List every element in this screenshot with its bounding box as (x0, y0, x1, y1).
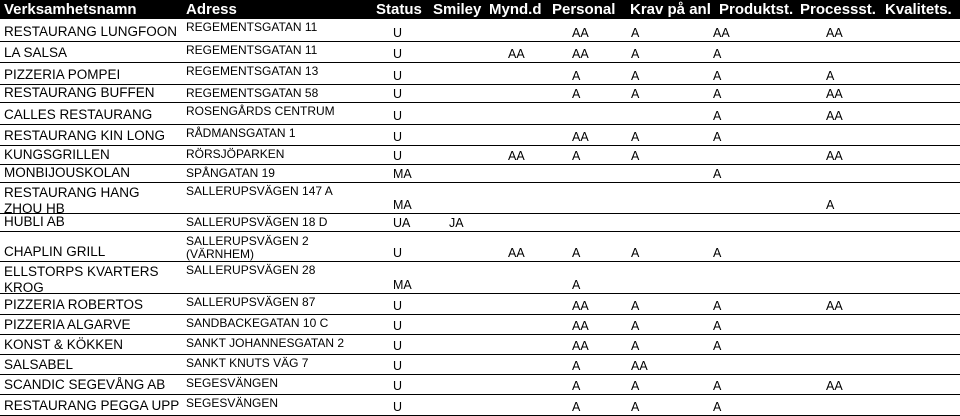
cell-address: SANKT KNUTS VÄG 7 (186, 356, 309, 370)
cell-mynd: AA (508, 47, 525, 61)
table-row (0, 335, 960, 355)
header-address: Adress (186, 1, 237, 18)
header-personal: Personal (552, 1, 616, 18)
cell-status: U (393, 339, 403, 353)
cell-name: HUBLI AB (4, 214, 65, 229)
header-process: Processst. (800, 1, 876, 18)
cell-status: U (393, 299, 403, 313)
cell-address: SALLERUPSVÄGEN 87 (186, 295, 316, 309)
cell-status: U (393, 149, 403, 163)
cell-produkt: A (713, 299, 722, 313)
cell-personal: AA (572, 299, 589, 313)
table-row (0, 214, 960, 232)
cell-produkt: A (713, 319, 722, 333)
cell-produkt: A (713, 246, 722, 260)
cell-address: REGEMENTSGATAN 13 (186, 64, 319, 78)
cell-produkt: A (713, 167, 722, 181)
table-header (0, 0, 960, 19)
table-row (0, 315, 960, 335)
cell-name: KUNGSGRILLEN (4, 147, 110, 162)
cell-kvalitet: AA (826, 87, 843, 101)
cell-name: PIZZERIA POMPEI (4, 67, 121, 82)
cell-name: KROG (4, 280, 44, 295)
cell-name: PIZZERIA ALGARVE (4, 317, 131, 332)
cell-address: SALLERUPSVÄGEN 28 (186, 263, 316, 277)
cell-produkt: A (713, 47, 722, 61)
table-row (0, 294, 960, 315)
cell-address: SEGESVÄNGEN (186, 376, 279, 390)
table-row (0, 42, 960, 63)
header-smiley: Smiley (433, 1, 482, 18)
cell-personal: A (572, 400, 581, 414)
cell-krav: A (631, 339, 640, 353)
cell-personal: A (572, 87, 581, 101)
table-row (0, 395, 960, 416)
table-row (0, 85, 960, 103)
cell-kvalitet: A (826, 69, 835, 83)
cell-address: SPÅNGATAN 19 (186, 166, 275, 180)
header-produkt: Produktst. (719, 1, 794, 18)
cell-personal: A (572, 278, 581, 292)
cell-personal: AA (572, 339, 589, 353)
cell-kvalitet: AA (826, 26, 843, 40)
cell-kvalitet: AA (826, 149, 843, 163)
table-row (0, 262, 960, 294)
table-row (0, 183, 960, 214)
cell-produkt: A (713, 400, 722, 414)
cell-name: ELLSTORPS KVARTERS (4, 264, 159, 279)
cell-personal: AA (572, 130, 589, 144)
cell-krav: A (631, 400, 640, 414)
cell-name: RESTAURANG HANG (4, 185, 140, 200)
cell-name: CALLES RESTAURANG (4, 107, 153, 122)
cell-address: SANKT JOHANNESGATAN 2 (186, 336, 345, 350)
cell-krav: A (631, 47, 640, 61)
cell-status: U (393, 319, 403, 333)
cell-address: SALLERUPSVÄGEN 2 (186, 234, 309, 248)
cell-krav: A (631, 130, 640, 144)
header-mynd: Mynd.d (489, 1, 542, 18)
cell-name: RESTAURANG LUNGFOON (4, 24, 178, 39)
cell-name: PIZZERIA ROBERTOS (4, 297, 144, 312)
cell-krav: A (631, 299, 640, 313)
cell-produkt: A (713, 339, 722, 353)
cell-name: LA SALSA (4, 45, 68, 60)
cell-status: U (393, 400, 403, 414)
header-status: Status (376, 1, 422, 18)
cell-status: MA (393, 167, 412, 181)
cell-status: U (393, 69, 403, 83)
cell-personal: AA (572, 26, 589, 40)
cell-status: U (393, 47, 403, 61)
cell-address: RÖRSJÖPARKEN (186, 147, 285, 161)
cell-personal: AA (572, 319, 589, 333)
cell-name: RESTAURANG PEGGA UPP (4, 398, 180, 413)
cell-address: REGEMENTSGATAN 11 (186, 43, 318, 57)
header-krav: Krav på anl (630, 1, 711, 18)
table-row (0, 375, 960, 395)
table-row (0, 103, 960, 125)
cell-personal: A (572, 149, 581, 163)
cell-status: UA (393, 216, 411, 230)
cell-status: U (393, 109, 403, 123)
cell-produkt: A (713, 130, 722, 144)
table-row (0, 125, 960, 146)
cell-status: U (393, 87, 403, 101)
cell-krav: AA (631, 359, 648, 373)
cell-address: ROSENGÅRDS CENTRUM (186, 104, 335, 118)
cell-kvalitet: AA (826, 379, 843, 393)
cell-name: SALSABEL (4, 357, 74, 372)
cell-address: REGEMENTSGATAN 11 (186, 20, 318, 34)
cell-krav: A (631, 87, 640, 101)
cell-produkt: A (713, 69, 722, 83)
cell-kvalitet: AA (826, 299, 843, 313)
cell-name: ZHOU HB (4, 201, 65, 216)
header-kvalitet: Kvalitets. (885, 1, 952, 18)
table-row (0, 63, 960, 85)
cell-kvalitet: AA (826, 109, 843, 123)
table-row (0, 146, 960, 165)
cell-produkt: AA (713, 26, 730, 40)
cell-address: SANDBACKEGATAN 10 C (186, 316, 329, 330)
cell-status: U (393, 246, 403, 260)
table-row (0, 232, 960, 262)
cell-address: SEGESVÄNGEN (186, 396, 279, 410)
cell-status: MA (393, 278, 412, 292)
cell-name: RESTAURANG KIN LONG (4, 128, 166, 143)
header-name: Verksamhetsnamn (4, 1, 137, 18)
cell-krav: A (631, 246, 640, 260)
table-row (0, 355, 960, 375)
cell-kvalitet: A (826, 198, 835, 212)
table-row (0, 165, 960, 183)
cell-name: CHAPLIN GRILL (4, 244, 106, 259)
cell-status: U (393, 379, 403, 393)
cell-mynd: AA (508, 246, 525, 260)
cell-produkt: A (713, 87, 722, 101)
cell-krav: A (631, 149, 640, 163)
cell-status: U (393, 26, 403, 40)
cell-name: SCANDIC SEGEVÅNG AB (4, 377, 166, 392)
cell-krav: A (631, 26, 640, 40)
cell-name: RESTAURANG BUFFEN (4, 85, 155, 100)
cell-address: REGEMENTSGATAN 58 (186, 86, 319, 100)
cell-krav: A (631, 379, 640, 393)
cell-personal: A (572, 69, 581, 83)
cell-address: SALLERUPSVÄGEN 18 D (186, 215, 328, 229)
cell-mynd: AA (508, 149, 525, 163)
cell-produkt: A (713, 109, 722, 123)
cell-status: U (393, 359, 403, 373)
cell-personal: A (572, 359, 581, 373)
cell-address: SALLERUPSVÄGEN 147 A (186, 184, 333, 198)
cell-krav: A (631, 69, 640, 83)
cell-name: KONST & KÖKKEN (4, 337, 124, 352)
cell-personal: A (572, 246, 581, 260)
cell-personal: AA (572, 47, 589, 61)
cell-produkt: A (713, 379, 722, 393)
cell-krav: A (631, 319, 640, 333)
cell-address: (VÄRNHEM) (186, 247, 254, 261)
cell-address: RÅDMANSGATAN 1 (186, 126, 296, 140)
cell-personal: A (572, 379, 581, 393)
table-row (0, 19, 960, 42)
cell-status: MA (393, 198, 412, 212)
cell-status: U (393, 130, 403, 144)
cell-smiley: JA (449, 216, 464, 230)
cell-name: MONBIJOUSKOLAN (4, 165, 131, 180)
